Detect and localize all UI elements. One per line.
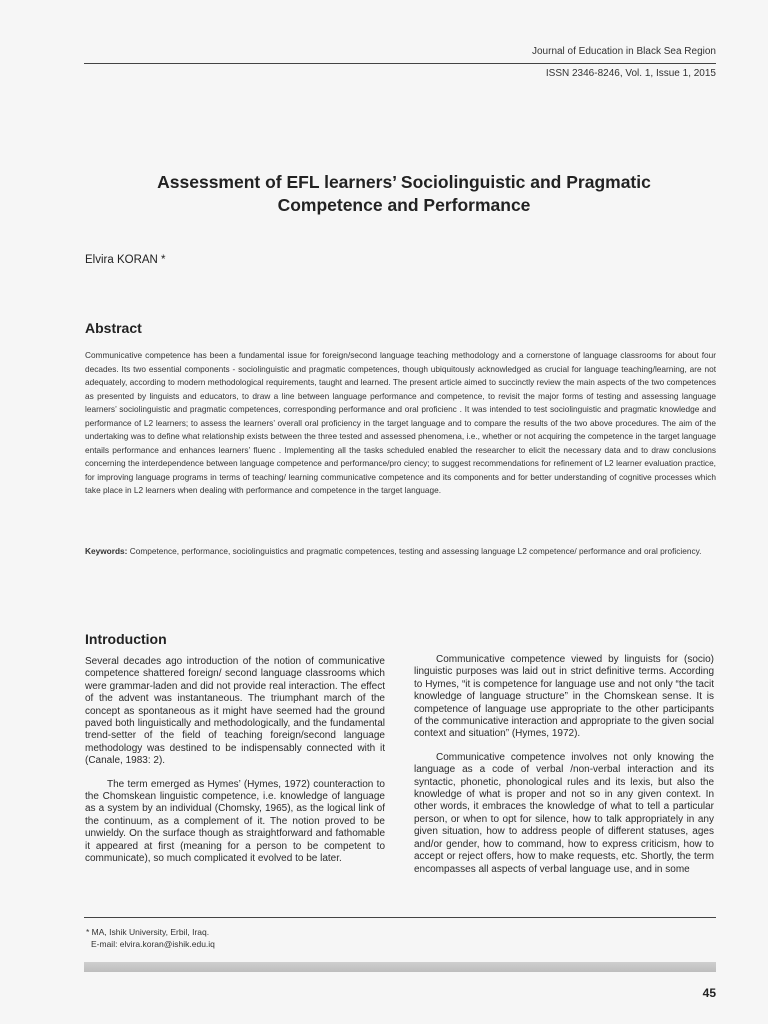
abstract-heading: Abstract	[85, 320, 142, 336]
footnote-affiliation: * MA, Ishik University, Erbil, Iraq.	[86, 927, 210, 937]
title-line-1: Assessment of EFL learners’ Sociolinguistic and Pragmatic	[157, 172, 651, 192]
issn-line: ISSN 2346-8246, Vol. 1, Issue 1, 2015	[545, 68, 716, 79]
article-title	[100, 171, 708, 217]
title-line-2: Competence and Performance	[277, 195, 531, 215]
keywords	[85, 545, 716, 559]
intro-paragraph-1: Several decades ago introduction of the notion of communicative competence shattered foreign/ second language classrooms which were grammar-laden and did not provide real interaction. The effect of the advent was instantaneous. The triumphant march of the concept as spontaneous as it might have seemed had the ground paved both linguistically and methodologically, and the fundamental trend-setter of the field of teaching foreign/second language methodology was destined to be indispensably connected with it (Canale, 1983: 2).	[85, 656, 385, 767]
footnote	[86, 926, 215, 950]
footnote-rule	[84, 917, 716, 918]
introduction-heading: Introduction	[85, 631, 167, 647]
author-name: Elvira KORAN *	[85, 254, 166, 266]
header-rule	[84, 63, 716, 64]
page-number: 45	[702, 986, 716, 1000]
intro-paragraph-2: The term emerged as Hymes’ (Hymes, 1972) counteraction to the Chomskean linguistic competence, i.e. knowledge of language as a system by an individual (Chomsky, 1965), as the logical link of the continuum, as a complement of it. The notion proved to be unwieldy. On the surface though as straightforward and fathomable it appeared at first (meaning for a person to be competent to communicate), so much complicated it evolved to be later.	[85, 778, 385, 865]
right-column	[414, 654, 714, 887]
footnote-email: E-mail: elvira.koran@ishik.edu.iq	[91, 939, 215, 949]
footer-bar	[84, 962, 716, 972]
intro-paragraph-3: Communicative competence viewed by linguists for (socio) linguistic purposes was laid out in strict definitive terms. According to Hymes, “it is competence for language use and not only “the tacit knowledge of language structure” in the Chomskean sense. It is competence of language use appropriate to the other participants of the communicative interaction and appropriate to the given social context and situation” (Hymes, 1972).	[414, 654, 714, 740]
intro-paragraph-4: Communicative competence involves not only knowing the language as a code of verbal /non-verbal interaction and its syntactic, phonetic, phonological rules and its lexis, but also the knowledge of what is proper and not so in any given context. In other words, it embraces the knowledge of what to tell a particular person, or when to opt for silence, how to talk appropriately in any given situation, how to address people of different statuses, ages and/or gender, how to command, how to express criticism, how to accept or reject offers, how to make requests, etc. Shortly, the term encompasses all aspects of verbal language use, and in some	[414, 751, 714, 875]
keywords-label: Keywords:	[85, 546, 128, 556]
journal-name: Journal of Education in Black Sea Region	[531, 46, 716, 57]
left-column	[85, 656, 385, 877]
abstract-body: Communicative competence has been a fundamental issue for foreign/second language teaching methodology and a cornerstone of language classrooms for about four decades. Its two essential components - sociolinguistic and pragmatic competences, though ubiquitously acknowledged as crucial for language teaching/learning, are not adequately, according to modern methodological requirements, taught and learned. The present article aimed to succinctly review the main aspects of the two competences as presented by linguists and educators, to draw a line between language performance and competence, to revisit the major forms of testing and assessing language learners’ sociolinguistic and pragmatic competences, corresponding performance and oral proficienc . It was intended to test sociolinguistic and pragmatic knowledge and performance of L2 learners; to assess the learners’ overall oral proficiency in the target language and to compare the results of the two above procedures. The aim of the undertaking was to define what relationship exists between the three tested and assessed phenomena, i.e., whether or not acquiring the competence in the target language entails performance and enhances learners’ fluenc . Implementing all the tasks scheduled enabled the researcher to elicit the necessary data and to draw conclusions concerning the interdependence between language competence and performance/pro ciency; to suggest recommendations for refinement of L2 learner evaluation practice, for improving language programs in terms of teaching/ learning communicative competence and its components and for better understanding of cognitive processes which take place in L2 learners when dealing with performance and competence in the target language.	[85, 350, 716, 495]
keywords-text: Competence, performance, sociolinguistics and pragmatic competences, testing and assessing language L2 competence/ performance and oral proficiency.	[127, 546, 702, 556]
